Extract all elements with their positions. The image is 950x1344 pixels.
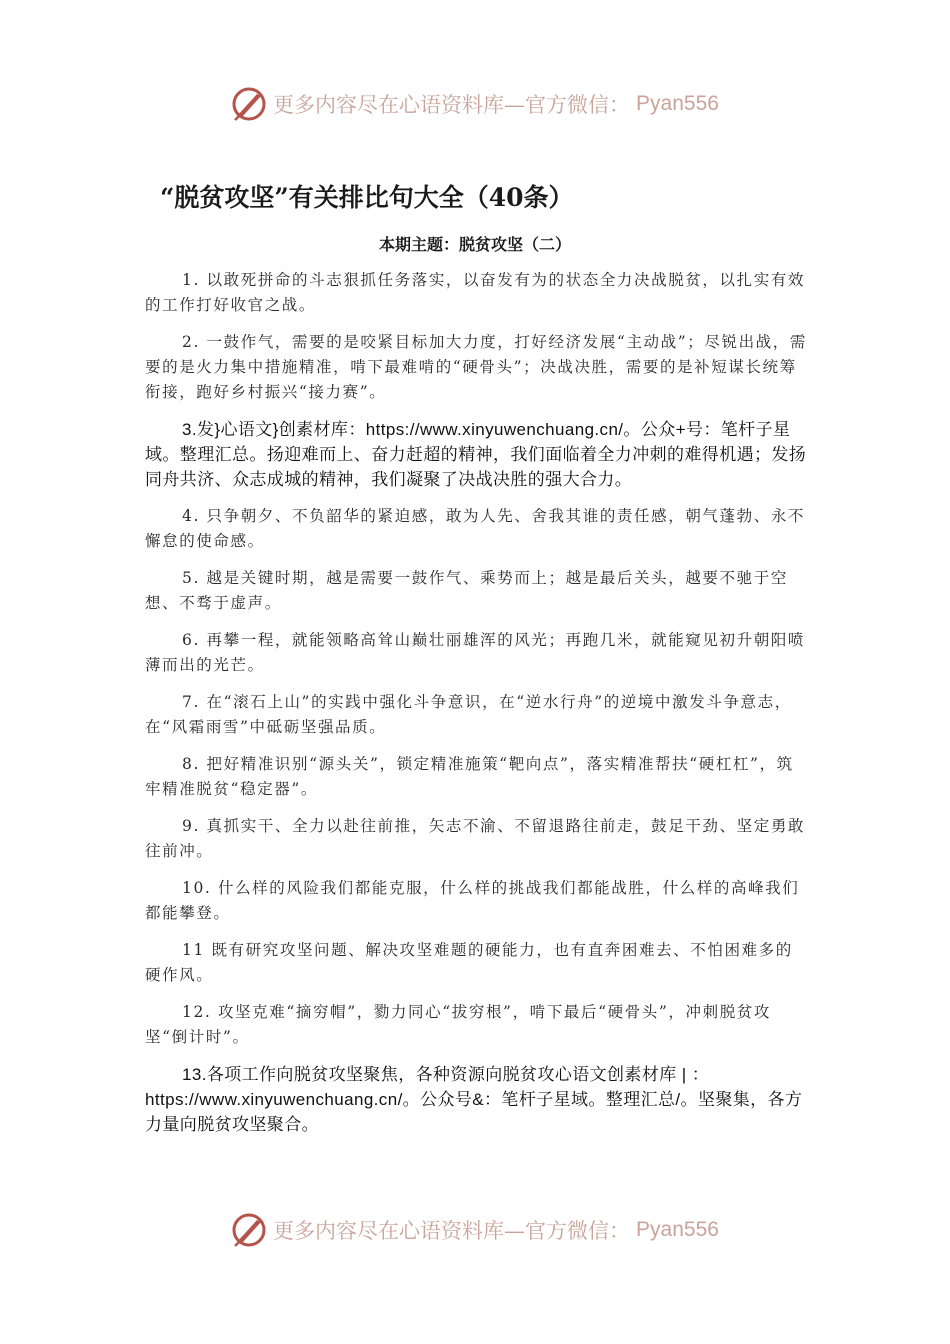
list-item: 11 既有研究攻坚问题、解决攻坚难题的硬能力，也有直奔困难去、不怕困难多的硬作风。 xyxy=(145,941,793,984)
list-item xyxy=(108,1062,807,1137)
list-item: 6. 再攀一程，就能领略高耸山巅壮丽雄浑的风光；再跑几米，就能窥见初升朝阳喷薄而出的光芒。 xyxy=(145,631,806,674)
list-item: 4. 只争朝夕、不负韶华的紧迫感，敢为人先、舍我其谁的责任感，朝气蓬勃、永不懈怠的使命感。 xyxy=(145,507,806,550)
list-item: 12. 攻坚克难“摘穷帽”，勠力同心“拔穷根”，啃下最后“硬骨头”，冲刺脱贫攻坚“倒计时”。 xyxy=(145,1003,772,1046)
document-title: “脱贫攻坚”有关排比句大全（40条） xyxy=(160,183,574,212)
banner-wechat-handle: Pyan556 xyxy=(636,1218,719,1241)
list-item: 7. 在“滚石上山”的实践中强化斗争意识，在“逆水行舟”的逆境中激发斗争意志，在“风霜雨雪”中砥砺坚强品质。 xyxy=(145,693,792,736)
list-item: 9. 真抓实干、全力以赴往前推，矢志不渝、不留退路往前走，鼓足干劲、坚定勇敢往前冲。 xyxy=(145,817,806,860)
list-item-lead: 13.各项工作向脱贫攻坚聚焦，各种资源向脱贫攻心语文创素材库 | ： xyxy=(182,1065,710,1084)
document-subtitle: 本期主题：脱贫攻坚（二） xyxy=(378,235,571,254)
quill-logo-icon xyxy=(231,1212,267,1248)
list-item: 8. 把好精准识别“源头关”，锁定精准施策“靶向点”，落实精准帮扶“硬杠杠”，筑牢精准脱贫“稳定器”。 xyxy=(145,755,794,798)
list-item: 5. 越是关键时期，越是需要一鼓作气、乘势而上；越是最后关头，越要不驰于空想、不骛于虚声。 xyxy=(145,569,788,612)
banner-text: 更多内容尽在心语资料库—官方微信： xyxy=(273,93,631,117)
list-item-rest: https://www.xinyuwenchuang.cn/。公众号&：笔杆子星域。整理汇总/。坚聚集，各方力量向脱贫攻坚聚合。 xyxy=(145,1090,803,1134)
banner-text: 更多内容尽在心语资料库—官方微信： xyxy=(273,1219,631,1243)
list-item: 10. 什么样的风险我们都能克服，什么样的挑战我们都能战胜，什么样的高峰我们都能攀登。 xyxy=(145,879,800,922)
banner-wechat-handle: Pyan556 xyxy=(636,92,719,115)
header-banner xyxy=(0,86,950,122)
list-item: 3.发}心语文}创素材库：https://www.xinyuwenchuang.cn/。公众+号：笔杆子星域。整理汇总。扬迎难而上、奋力赶超的精神，我们面临着全力冲刺的难得机遇；发扬同舟共济、众志成城的精神，我们凝聚了决战决胜的强大合力。 xyxy=(145,420,807,489)
list-item: 1. 以敢死拼命的斗志狠抓任务落实，以奋发有为的状态全力决战脱贫，以扎实有效的工作打好收官之战。 xyxy=(145,271,806,314)
sentence-list xyxy=(145,268,807,1149)
list-item: 2. 一鼓作气，需要的是咬紧目标加大力度，打好经济发展“主动战”；尽锐出战，需要的是火力集中措施精准，啃下最难啃的“硬骨头”；决战决胜，需要的是补短谋长统筹衔接，跑好乡村振兴“接力赛”。 xyxy=(145,333,807,401)
quill-logo-icon xyxy=(231,86,267,122)
footer-banner xyxy=(0,1212,950,1248)
